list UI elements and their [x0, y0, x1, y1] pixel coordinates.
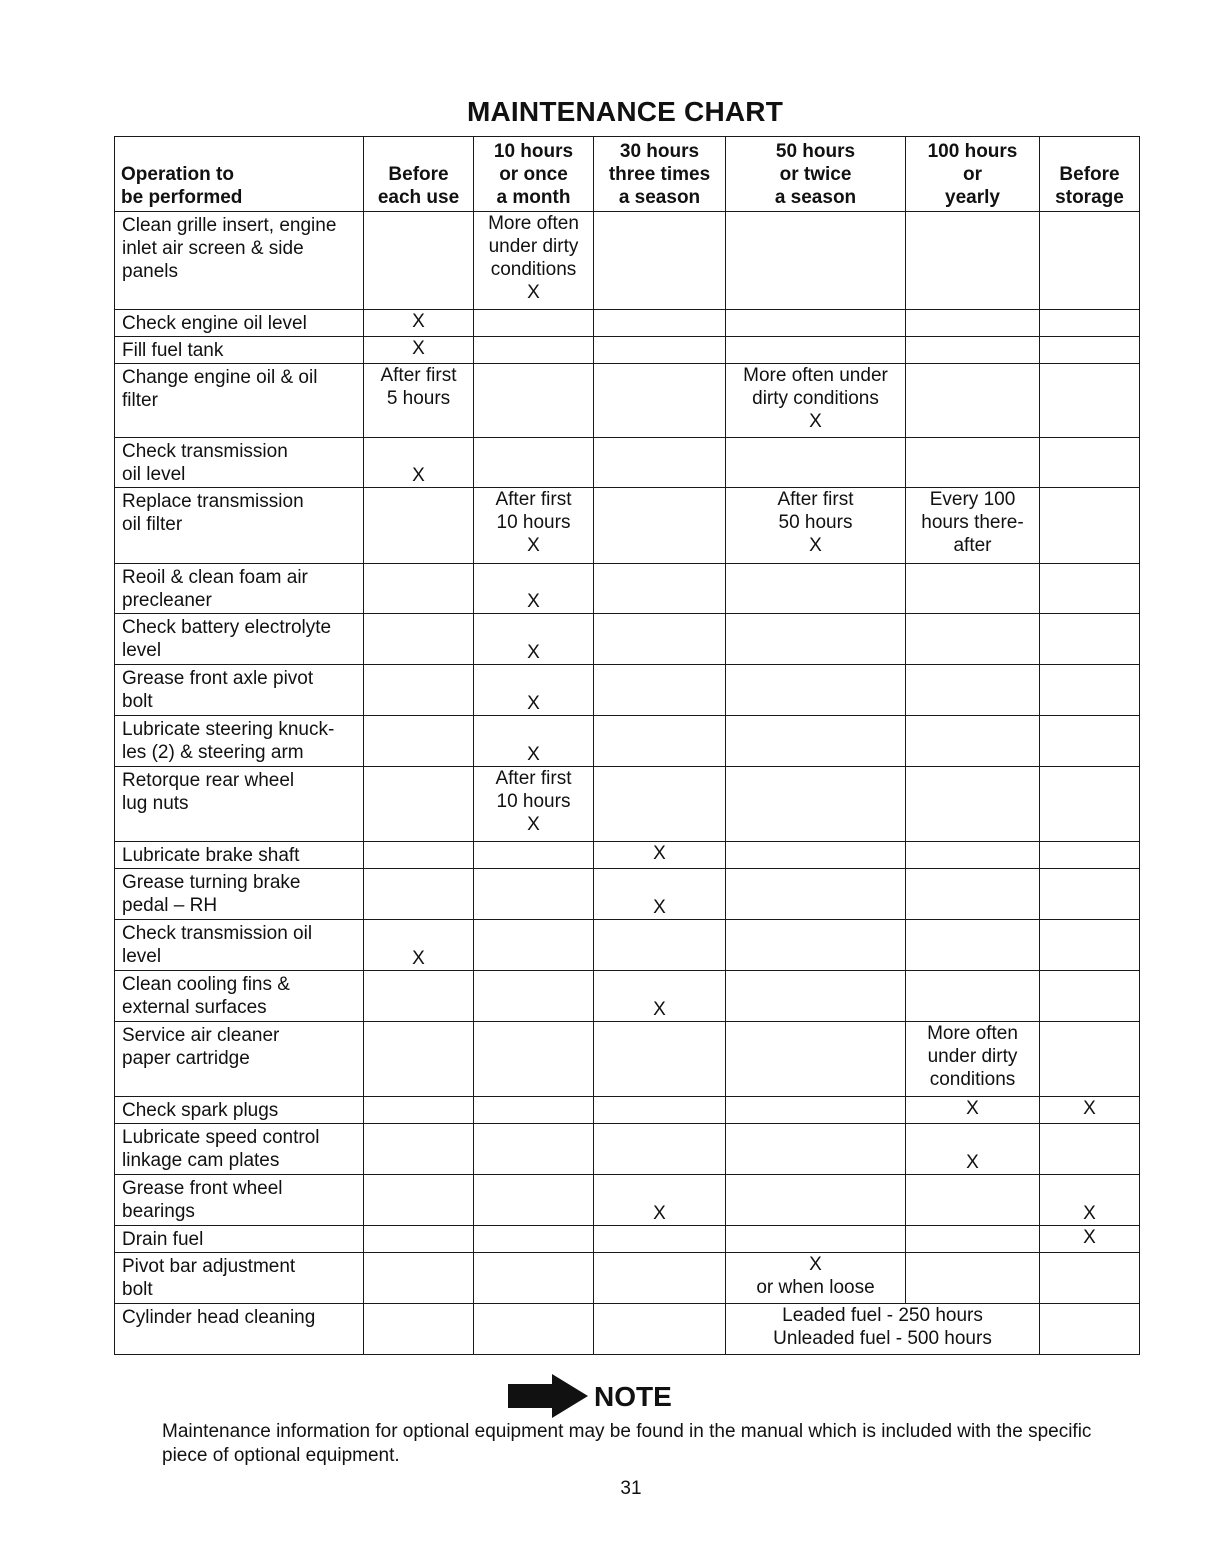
- cell-storage: [1040, 364, 1140, 438]
- cell-100-hours: [906, 920, 1040, 971]
- cell-10-hours: [474, 842, 594, 869]
- cell-10-hours: [474, 1124, 594, 1175]
- cell-50-hours: More often under dirty conditions X: [726, 364, 906, 438]
- cell-before-use: [364, 1022, 474, 1097]
- cell-100-hours: [906, 564, 1040, 614]
- cell-storage: [1040, 1253, 1140, 1304]
- operation-cell: Lubricate speed control linkage cam plates: [115, 1124, 364, 1175]
- table-row: [115, 842, 1140, 869]
- cell-10-hours: After first 10 hours X: [474, 767, 594, 842]
- cell-50-hours: [726, 665, 906, 716]
- cell-10-hours: [474, 971, 594, 1022]
- cell-50-hours: After first 50 hours X: [726, 488, 906, 564]
- cell-30-hours: [594, 1226, 726, 1253]
- cell-before-use: [364, 869, 474, 920]
- cell-storage: [1040, 1022, 1140, 1097]
- cell-100-hours: [906, 337, 1040, 364]
- cell-storage: [1040, 1124, 1140, 1175]
- cell-before-use: [364, 1124, 474, 1175]
- cell-50-hours: [726, 614, 906, 665]
- cell-50-hours: [726, 842, 906, 869]
- maintenance-chart-table: [114, 136, 1140, 1355]
- cell-100-hours: [906, 1226, 1040, 1253]
- cell-30-hours: [594, 337, 726, 364]
- cell-10-hours: X: [474, 614, 594, 665]
- cell-storage: [1040, 438, 1140, 488]
- cell-100-hours: [906, 716, 1040, 767]
- operation-cell: Check battery electrolyte level: [115, 614, 364, 665]
- table-row: [115, 665, 1140, 716]
- table-row: [115, 488, 1140, 564]
- table-row: [115, 1022, 1140, 1097]
- cell-30-hours: [594, 767, 726, 842]
- cell-50-hours: [726, 767, 906, 842]
- table-row: [115, 614, 1140, 665]
- cell-10-hours: X: [474, 665, 594, 716]
- cell-10-hours: [474, 1175, 594, 1226]
- cell-before-use: X: [364, 920, 474, 971]
- operation-cell: Drain fuel: [115, 1226, 364, 1253]
- cell-30-hours: [594, 1097, 726, 1124]
- header-100-hours: 100 hours or yearly: [906, 137, 1040, 212]
- table-row: [115, 212, 1140, 310]
- cell-100-hours: [906, 842, 1040, 869]
- cell-10-hours: After first 10 hours X: [474, 488, 594, 564]
- header-before-each-use: Before each use: [364, 137, 474, 212]
- cell-storage: [1040, 971, 1140, 1022]
- operation-cell: Grease front axle pivot bolt: [115, 665, 364, 716]
- cell-storage: [1040, 310, 1140, 337]
- table-row: [115, 364, 1140, 438]
- note-label: NOTE: [594, 1381, 672, 1412]
- cell-30-hours: [594, 564, 726, 614]
- cell-storage: [1040, 1304, 1140, 1355]
- operation-cell: Clean grille insert, engine inlet air screen & side panels: [115, 212, 364, 310]
- cell-storage: X: [1040, 1097, 1140, 1124]
- cell-10-hours: X: [474, 564, 594, 614]
- note-text: Maintenance information for optional equipment may be found in the manual which is included with the specific piece of optional equipment.: [162, 1421, 1092, 1466]
- cell-30-hours: [594, 665, 726, 716]
- cell-50-hours: [726, 438, 906, 488]
- operation-cell: Lubricate brake shaft: [115, 842, 364, 869]
- cell-50-hours: [726, 920, 906, 971]
- table-row: [115, 716, 1140, 767]
- cell-before-use: X: [364, 438, 474, 488]
- cell-before-use: [364, 1175, 474, 1226]
- cell-50-hours: [726, 1175, 906, 1226]
- operation-cell: Change engine oil & oil filter: [115, 364, 364, 438]
- cell-10-hours: [474, 337, 594, 364]
- operation-cell: Pivot bar adjustment bolt: [115, 1253, 364, 1304]
- cell-storage: X: [1040, 1226, 1140, 1253]
- operation-cell: Check transmission oil level: [115, 920, 364, 971]
- table-row: [115, 971, 1140, 1022]
- cell-30-hours: [594, 1253, 726, 1304]
- cell-storage: X: [1040, 1175, 1140, 1226]
- cell-100-hours: [906, 310, 1040, 337]
- cell-before-use: X: [364, 310, 474, 337]
- cell-before-use: [364, 488, 474, 564]
- cell-50-hours: [726, 1022, 906, 1097]
- cell-100-hours: [906, 614, 1040, 665]
- cell-before-use: [364, 767, 474, 842]
- cell-30-hours: [594, 212, 726, 310]
- operation-cell: Reoil & clean foam air precleaner: [115, 564, 364, 614]
- cell-30-hours: [594, 1124, 726, 1175]
- cell-100-hours: [906, 212, 1040, 310]
- cell-30-hours: [594, 310, 726, 337]
- cell-100-hours: [906, 364, 1040, 438]
- cell-30-hours: [594, 1022, 726, 1097]
- cell-10-hours: X: [474, 716, 594, 767]
- cell-50-hours: [726, 337, 906, 364]
- cell-before-use: [364, 1226, 474, 1253]
- cell-10-hours: [474, 869, 594, 920]
- operation-cell: Clean cooling fins & external surfaces: [115, 971, 364, 1022]
- cell-storage: [1040, 716, 1140, 767]
- cell-30-hours: X: [594, 1175, 726, 1226]
- cell-storage: [1040, 212, 1140, 310]
- operation-cell: Fill fuel tank: [115, 337, 364, 364]
- cell-50-hours: [726, 310, 906, 337]
- table-row: [115, 310, 1140, 337]
- cell-50-hours: [726, 1226, 906, 1253]
- table-row: [115, 1097, 1140, 1124]
- cell-50-hours: [726, 1097, 906, 1124]
- cell-100-hours: [906, 438, 1040, 488]
- cell-storage: [1040, 564, 1140, 614]
- cell-50-hours: [726, 1124, 906, 1175]
- cell-30-hours: [594, 1304, 726, 1355]
- cell-before-use: After first 5 hours: [364, 364, 474, 438]
- cell-10-hours: [474, 1226, 594, 1253]
- cell-storage: [1040, 488, 1140, 564]
- cell-100-hours: Every 100 hours there- after: [906, 488, 1040, 564]
- cell-before-use: [364, 1097, 474, 1124]
- header-operation: Operation to be performed: [115, 137, 364, 212]
- cell-10-hours: [474, 310, 594, 337]
- header-30-hours: 30 hours three times a season: [594, 137, 726, 212]
- operation-cell: Service air cleaner paper cartridge: [115, 1022, 364, 1097]
- cell-100-hours: [906, 665, 1040, 716]
- table-row: [115, 1124, 1140, 1175]
- cell-10-hours: [474, 438, 594, 488]
- operation-cell: Check engine oil level: [115, 310, 364, 337]
- cell-30-hours: [594, 488, 726, 564]
- cell-before-use: [364, 665, 474, 716]
- cell-50-hours: [726, 212, 906, 310]
- table-row: [115, 337, 1140, 364]
- operation-cell: Replace transmission oil filter: [115, 488, 364, 564]
- cell-storage: [1040, 767, 1140, 842]
- cell-before-use: [364, 971, 474, 1022]
- operation-cell: Check transmission oil level: [115, 438, 364, 488]
- cell-100-hours: [906, 1253, 1040, 1304]
- cell-before-use: [364, 1253, 474, 1304]
- cell-50-hours: X or when loose: [726, 1253, 906, 1304]
- page-number: 31: [620, 1478, 642, 1499]
- cell-storage: [1040, 665, 1140, 716]
- cell-30-hours: [594, 364, 726, 438]
- cell-100-hours: X: [906, 1124, 1040, 1175]
- cell-10-hours: [474, 364, 594, 438]
- cell-before-use: [364, 716, 474, 767]
- cell-storage: [1040, 869, 1140, 920]
- header-before-storage: Before storage: [1040, 137, 1140, 212]
- cell-storage: [1040, 337, 1140, 364]
- cell-before-use: [364, 614, 474, 665]
- cell-before-use: [364, 842, 474, 869]
- cell-10-hours: [474, 920, 594, 971]
- cell-30-hours: [594, 438, 726, 488]
- cell-before-use: [364, 564, 474, 614]
- cell-before-use: [364, 1304, 474, 1355]
- cell-30-hours: X: [594, 971, 726, 1022]
- table-row: [115, 1253, 1140, 1304]
- cell-before-use: X: [364, 337, 474, 364]
- cell-50-hours: [726, 716, 906, 767]
- operation-cell: Grease turning brake pedal – RH: [115, 869, 364, 920]
- cell-50-hours: [726, 971, 906, 1022]
- cell-100-hours: [906, 767, 1040, 842]
- page-title: MAINTENANCE CHART: [466, 96, 784, 127]
- operation-cell: Lubricate steering knuck- les (2) & steering arm: [115, 716, 364, 767]
- table-row: [115, 438, 1140, 488]
- cell-100-hours: X: [906, 1097, 1040, 1124]
- header-row: [115, 137, 1140, 212]
- cell-100-hours: [906, 869, 1040, 920]
- cell-10-hours: More often under dirty conditions X: [474, 212, 594, 310]
- table-row: [115, 1175, 1140, 1226]
- cell-before-use: [364, 212, 474, 310]
- cell-storage: [1040, 842, 1140, 869]
- operation-cell: Check spark plugs: [115, 1097, 364, 1124]
- header-50-hours: 50 hours or twice a season: [726, 137, 906, 212]
- cell-storage: [1040, 920, 1140, 971]
- header-10-hours: 10 hours or once a month: [474, 137, 594, 212]
- cell-10-hours: [474, 1304, 594, 1355]
- cell-30-hours: [594, 614, 726, 665]
- table-row: [115, 920, 1140, 971]
- table-row: [115, 1226, 1140, 1253]
- cell-30-hours: [594, 716, 726, 767]
- cell-storage: [1040, 614, 1140, 665]
- cell-50-hours: [726, 869, 906, 920]
- table-row: [115, 564, 1140, 614]
- cell-100-hours: More often under dirty conditions: [906, 1022, 1040, 1097]
- table-row: [115, 869, 1140, 920]
- cell-10-hours: [474, 1097, 594, 1124]
- operation-cell: Grease front wheel bearings: [115, 1175, 364, 1226]
- cell-30-hours: X: [594, 869, 726, 920]
- cell-50-hours: [726, 564, 906, 614]
- cell-100-hours: [906, 1175, 1040, 1226]
- cell-10-hours: [474, 1022, 594, 1097]
- operation-cell: Cylinder head cleaning: [115, 1304, 364, 1355]
- cell-50-100-hours-merged: Leaded fuel - 250 hours Unleaded fuel - 500 hours: [726, 1304, 1040, 1355]
- table-row: [115, 1304, 1140, 1355]
- cell-10-hours: [474, 1253, 594, 1304]
- arrow-right-icon: [508, 1374, 588, 1418]
- cell-30-hours: X: [594, 842, 726, 869]
- operation-cell: Retorque rear wheel lug nuts: [115, 767, 364, 842]
- table-row: [115, 767, 1140, 842]
- cell-100-hours: [906, 971, 1040, 1022]
- cell-30-hours: [594, 920, 726, 971]
